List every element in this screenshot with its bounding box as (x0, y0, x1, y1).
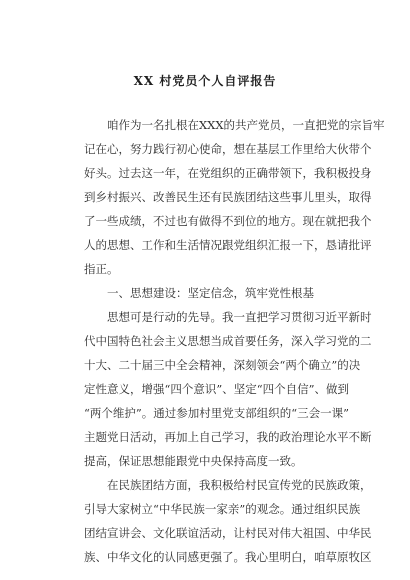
paragraph-line: 族、中华文化的认同感更强了。我心里明白，咱草原牧区 (84, 550, 372, 564)
paragraph-line: 人的思想、工作和生活情况跟党组织汇报一下，恳请批评 (84, 238, 372, 252)
paragraph-line: 主题党日活动，再加上自己学习，我的政治理论水平不断 (84, 430, 372, 444)
section-heading: 一、思想建设：坚定信念，筑牢党性根基 (107, 286, 314, 300)
paragraph-line: 到乡村振兴、改善民生还有民族团结这些事儿里头，取得 (84, 190, 372, 204)
paragraph-line: 指正。 (84, 262, 119, 276)
paragraph-line: 团结宣讲会、文化联谊活动，让村民对伟大祖国、中华民 (84, 526, 372, 540)
paragraph-line: 引导大家树立“中华民族一家亲”的观念。通过组织民族 (84, 502, 361, 516)
paragraph-line: 提高，保证思想能跟党中央保持高度一致。 (84, 454, 303, 468)
paragraph-line: 了一些成绩，不过也有做得不到位的地方。现在就把我个 (84, 214, 372, 228)
paragraph-line: 在民族团结方面，我积极给村民宣传党的民族政策， (107, 478, 372, 492)
paragraph-line: 咱作为一名扎根在XXX的共产党员，一直把党的宗旨牢 (107, 118, 385, 132)
paragraph-line: 代中国特色社会主义思想当成首要任务，深入学习党的二 (84, 334, 372, 348)
paragraph-line: 记在心，努力践行初心使命，想在基层工作里给大伙带个 (84, 142, 372, 156)
paragraph-line: 十大、二十届三中全会精神，深刻领会“两个确立”的决 (84, 358, 361, 372)
document-title: XX 村党员个人自评报告 (133, 74, 277, 88)
paragraph-line: 思想可是行动的先导。我一直把学习贯彻习近平新时 (107, 310, 372, 324)
paragraph-line: 定性意义，增强“四个意识”、坚定“四个自信”、做到 (84, 382, 350, 396)
paragraph-line: 好头。过去这一年，在党组织的正确带领下，我积极投身 (84, 166, 372, 180)
paragraph-line: “两个维护”。通过参加村里党支部组织的“三会一课” (84, 406, 350, 420)
